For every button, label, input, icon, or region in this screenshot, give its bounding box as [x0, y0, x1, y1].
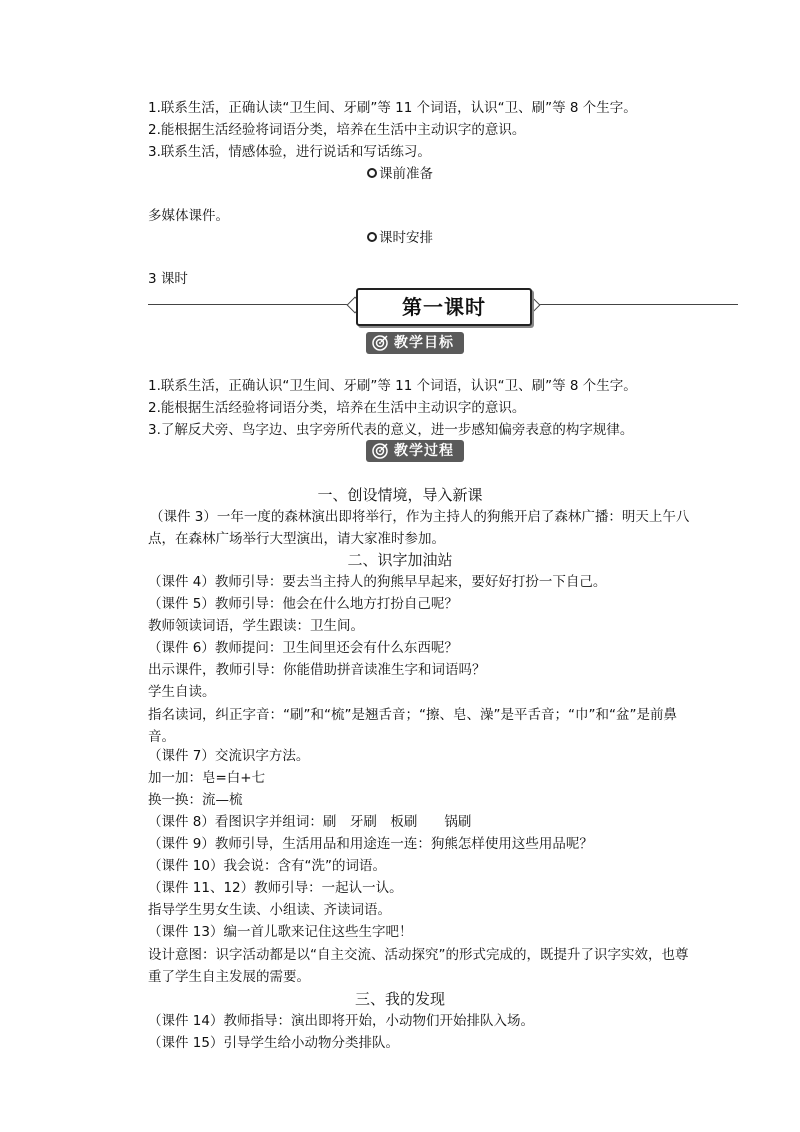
intro-goal-3: 3.联系生活，情感体验，进行说话和写话练习。 — [148, 144, 431, 160]
bullet-circle-icon — [367, 232, 377, 242]
section-1-paragraph: （课件 3）一年一度的森林演出即将举行，作为主持人的狗熊开启了森林广播：明天上午八点，在森林广场举行大型演出，请大家准时参加。 — [148, 509, 690, 547]
bullet-circle-icon — [367, 168, 377, 178]
s2-line-3: 教师领读词语，学生跟读：卫生间。 — [148, 618, 364, 634]
s3-line-2: （课件 15）引导学生给小动物分类排队。 — [148, 1035, 399, 1051]
s2b-line-1: （课件 7）交流识字方法。 — [148, 748, 310, 764]
lesson-goal-1: 1.联系生活，正确认识“卫生间、牙刷”等 11 个词语，认识“卫、刷”等 8 个生字。 — [148, 378, 637, 394]
s2-pronunciation-paragraph: 指名读词，纠正字音：“刷”和“梳”是翘舌音；“擦、皂、澡”是平舌音；“巾”和“盆”是前鼻音。 — [148, 707, 677, 745]
lesson-title: 第一课时 — [356, 288, 532, 326]
s2-design-intent: 设计意图：识字活动都是以“自主交流、活动探究”的形式完成的，既提升了识字实效，也尊重了学生自主发展的需要。 — [148, 947, 689, 985]
section-2-title: 二、识字加油站 — [347, 551, 453, 569]
schedule-text: 3 课时 — [148, 271, 188, 287]
prep-heading: 课前准备 — [0, 164, 800, 184]
process-badge: 教学过程 — [366, 440, 464, 462]
s2-line-4: （课件 6）教师提问：卫生间里还会有什么东西呢？ — [148, 640, 458, 656]
lesson-goal-2: 2.能根据生活经验将词语分类，培养在生活中主动识字的意识。 — [148, 400, 526, 416]
lesson-goal-3: 3.了解反犬旁、鸟字边、虫字旁所代表的意义，进一步感知偏旁表意的构字规律。 — [148, 422, 634, 438]
s2b-line-7: （课件 11、12）教师引导：一起认一认。 — [148, 880, 403, 896]
intro-goal-1: 1.联系生活，正确认读“卫生间、牙刷”等 11 个词语，认识“卫、刷”等 8 个生字。 — [148, 100, 637, 116]
s2-line-6: 学生自读。 — [148, 684, 216, 700]
s2-line-5: 出示课件，教师引导：你能借助拼音读准生字和词语吗？ — [148, 662, 486, 678]
intro-goal-2: 2.能根据生活经验将词语分类，培养在生活中主动识字的意识。 — [148, 122, 526, 138]
section-3-title: 三、我的发现 — [354, 990, 445, 1008]
s2-line-1: （课件 4）教师引导：要去当主持人的狗熊早早起来，要好好打扮一下自己。 — [148, 574, 607, 590]
banner-rule-right — [528, 304, 738, 305]
s2b-line-9: （课件 13）编一首儿歌来记住这些生字吧！ — [148, 924, 413, 940]
s2b-line-3: 换一换：流—梳 — [148, 792, 243, 808]
prep-text: 多媒体课件。 — [148, 208, 229, 224]
s2b-line-2: 加一加：皂=白+七 — [148, 770, 266, 786]
target-icon — [372, 443, 388, 459]
s3-line-1: （课件 14）教师指导：演出即将开始，小动物们开始排队入场。 — [148, 1013, 534, 1029]
target-icon — [372, 335, 388, 351]
s2b-line-6: （课件 10）我会说：含有“洗”的词语。 — [148, 858, 386, 874]
section-1-title: 一、创设情境，导入新课 — [317, 486, 483, 504]
s2-line-2: （课件 5）教师引导：他会在什么地方打扮自己呢？ — [148, 596, 458, 612]
s2b-line-8: 指导学生男女生读、小组读、齐读词语。 — [148, 902, 391, 918]
s2b-line-5: （课件 9）教师引导，生活用品和用途连一连：狗熊怎样使用这些用品呢？ — [148, 836, 593, 852]
banner-rule-left — [148, 304, 356, 305]
schedule-heading: 课时安排 — [0, 228, 800, 248]
s2b-line-4: （课件 8）看图识字并组词：刷 牙刷 板刷 锅刷 — [148, 814, 472, 830]
goals-badge: 教学目标 — [366, 332, 464, 354]
